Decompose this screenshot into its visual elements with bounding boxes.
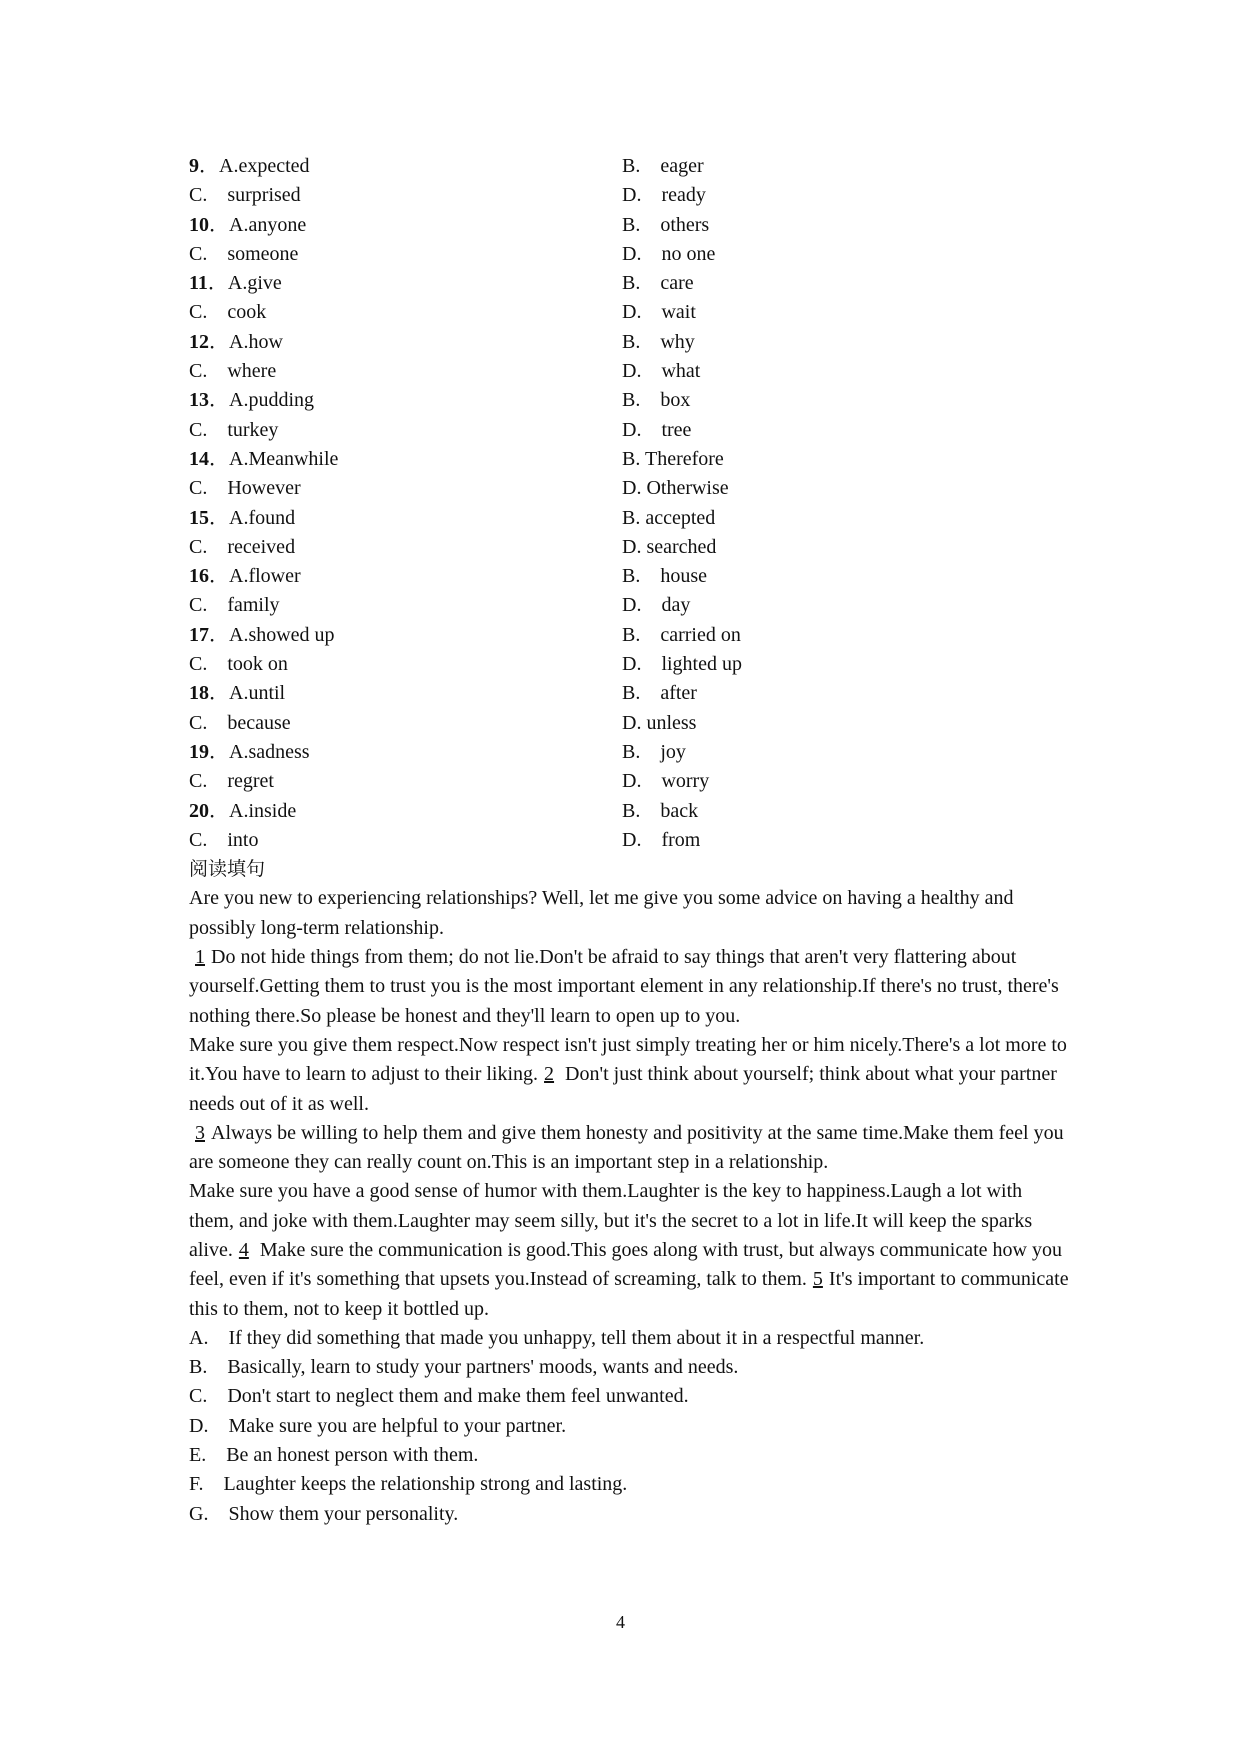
question-sep: ． — [209, 213, 229, 236]
option-a — [189, 152, 622, 181]
cloze-row — [189, 328, 1069, 357]
question-sep: ． — [209, 799, 229, 822]
question-sep: ． — [199, 155, 219, 177]
cloze-row — [189, 826, 1069, 855]
option-a-text: A.give — [227, 272, 282, 295]
question-number: 9 — [189, 155, 199, 177]
sentence-options-list — [189, 1324, 1069, 1529]
option-b: B. carried on — [622, 623, 741, 646]
paragraph-3-text-a: Make sure you give them respect.Now respect isn't just simply treating her or him nicely.There's a lot more to it.You have to learn to adjust to their liking. — [189, 1033, 1067, 1086]
question-sep: ． — [207, 272, 228, 295]
option-c: C. surprised — [189, 184, 301, 207]
paragraph-5-text-b: Make sure the communication is good.This goes along with trust, but always communicate how you feel, even if it's something that upsets you.Instead of screaming, talk to them. — [189, 1238, 1062, 1291]
option-b: B. accepted — [622, 506, 716, 529]
question-number: 11 — [189, 272, 208, 295]
option-b: B. box — [622, 389, 691, 412]
option-d: D. Otherwise — [622, 477, 729, 500]
question-number: 20 — [189, 799, 209, 822]
option-a-text: A.Meanwhile — [229, 447, 339, 470]
question-sep: ． — [209, 682, 229, 705]
passage-paragraph-4 — [189, 1119, 1069, 1178]
option-a — [189, 269, 622, 298]
cloze-row — [189, 650, 1069, 679]
option-a-text: A.pudding — [229, 389, 314, 412]
option-b: B. joy — [622, 740, 686, 763]
question-sep: ． — [209, 330, 229, 353]
cloze-row — [189, 679, 1069, 708]
option-c: C. into — [189, 828, 259, 851]
passage-paragraph-5 — [189, 1177, 1069, 1323]
question-number: 10 — [189, 213, 209, 236]
sentence-option: C. Don't start to neglect them and make them feel unwanted. — [189, 1385, 689, 1408]
sentence-option: B. Basically, learn to study your partners' moods, wants and needs. — [189, 1356, 739, 1379]
question-number: 12 — [189, 330, 209, 353]
option-a-text: A.showed up — [229, 623, 335, 646]
cloze-row — [189, 211, 1069, 240]
cloze-row — [189, 298, 1069, 327]
option-a-text: A.until — [229, 682, 286, 705]
cloze-row — [189, 181, 1069, 210]
option-b: B. care — [622, 272, 694, 295]
question-number: 18 — [189, 682, 209, 705]
cloze-row — [189, 269, 1069, 298]
question-number: 17 — [189, 623, 209, 646]
option-d: D. tree — [622, 418, 692, 441]
option-a — [189, 445, 622, 474]
cloze-row — [189, 152, 1069, 181]
cloze-row — [189, 445, 1069, 474]
option-d: D. no one — [622, 242, 716, 265]
page-content — [189, 152, 1069, 1529]
cloze-row — [189, 533, 1069, 562]
question-sep: ． — [209, 506, 229, 529]
cloze-row — [189, 767, 1069, 796]
option-b: B. eager — [622, 155, 704, 177]
option-b: B. house — [622, 565, 707, 588]
section-heading: 阅读填句 — [189, 858, 266, 881]
page-number: 4 — [616, 1612, 625, 1632]
option-c: C. took on — [189, 653, 288, 676]
option-d: D. what — [622, 360, 701, 383]
cloze-row — [189, 621, 1069, 650]
blank-1: 1 — [195, 946, 205, 969]
option-a-text: A.anyone — [229, 213, 307, 236]
cloze-row — [189, 416, 1069, 445]
cloze-row — [189, 562, 1069, 591]
cloze-row — [189, 504, 1069, 533]
option-a — [189, 621, 622, 650]
cloze-row — [189, 240, 1069, 269]
option-b: B. back — [622, 799, 699, 822]
reading-passage — [189, 884, 1069, 1323]
option-b: B. why — [622, 330, 695, 353]
option-b: B. Therefore — [622, 447, 724, 470]
question-sep: ． — [209, 389, 229, 412]
option-d: D. wait — [622, 301, 696, 324]
option-d: D. worry — [622, 770, 710, 793]
option-d: D. from — [622, 828, 701, 851]
sentence-option: A. If they did something that made you unhappy, tell them about it in a respectful manner. — [189, 1326, 925, 1349]
cloze-row — [189, 357, 1069, 386]
sentence-option: E. Be an honest person with them. — [189, 1444, 479, 1467]
cloze-options-list — [189, 152, 1069, 855]
option-a-text: A.how — [229, 330, 283, 353]
blank-3: 3 — [195, 1121, 205, 1144]
cloze-row — [189, 738, 1069, 767]
option-c: C. family — [189, 594, 280, 617]
blank-5: 5 — [812, 1268, 823, 1291]
question-number: 15 — [189, 506, 209, 529]
paragraph-4-text: Always be willing to help them and give them honesty and positivity at the same time.Make them feel you are someone they can really count on.This is an important step in a relationship. — [189, 1121, 1064, 1174]
cloze-row — [189, 591, 1069, 620]
option-a — [189, 679, 622, 708]
sentence-option: G. Show them your personality. — [189, 1502, 459, 1525]
passage-paragraph-3 — [189, 1031, 1069, 1119]
blank-2: 2 — [544, 1063, 555, 1086]
option-a-text: A.sadness — [229, 740, 310, 763]
option-b: B. after — [622, 682, 697, 705]
option-a — [189, 797, 622, 826]
option-d: D. unless — [622, 711, 697, 734]
cloze-row — [189, 797, 1069, 826]
option-c: C. someone — [189, 242, 299, 265]
option-a — [189, 504, 622, 533]
paragraph-5-text-a: Make sure you have a good sense of humor with them.Laughter is the key to happiness.Laugh a lot with them, and joke with them.Laughter may seem silly, but it's the secret to a lot in life.It will keep the sparks alive. — [189, 1180, 1033, 1261]
paragraph-2-text: Do not hide things from them; do not lie.Don't be afraid to say things that aren't very flattering about yourself.Getting them to trust you is the most important element in any relationship.If there's no trust, there's nothing there.So please be honest and they'll learn to open up to you. — [189, 946, 1059, 1027]
paragraph-3-text-b: Don't just think about yourself; think about what your partner needs out of it as well. — [189, 1063, 1057, 1115]
option-d: D. searched — [622, 535, 717, 558]
sentence-option: D. Make sure you are helpful to your partner. — [189, 1414, 567, 1437]
option-c: C. However — [189, 477, 301, 500]
option-d: D. lighted up — [622, 653, 742, 676]
option-c: C. turkey — [189, 418, 279, 441]
option-b: B. others — [622, 213, 710, 236]
cloze-row — [189, 474, 1069, 503]
option-c: C. where — [189, 360, 277, 383]
question-number: 19 — [189, 740, 209, 763]
option-d: D. day — [622, 594, 691, 617]
cloze-row — [189, 709, 1069, 738]
sentence-option: F. Laughter keeps the relationship strong and lasting. — [189, 1473, 628, 1496]
option-a-text: A.flower — [229, 565, 301, 588]
option-a-text: A.inside — [229, 799, 297, 822]
question-number: 14 — [189, 447, 209, 470]
option-a — [189, 328, 622, 357]
passage-paragraph-1: Are you new to experiencing relationships? Well, let me give you some advice on having a healthy and possibly long-term relationship. — [189, 887, 1014, 939]
option-a — [189, 562, 622, 591]
question-sep: ． — [209, 740, 229, 763]
option-c: C. regret — [189, 770, 274, 793]
cloze-row — [189, 386, 1069, 415]
option-a — [189, 211, 622, 240]
option-a — [189, 738, 622, 767]
option-c: C. cook — [189, 301, 267, 324]
paragraph-5-text-c: It's important to communicate this to them, not to keep it bottled up. — [189, 1268, 1069, 1320]
question-sep: ． — [209, 623, 229, 646]
option-c: C. because — [189, 711, 291, 734]
question-number: 13 — [189, 389, 209, 412]
question-number: 16 — [189, 565, 209, 588]
option-a-text: A.expected — [219, 155, 310, 177]
question-sep: ． — [209, 447, 229, 470]
option-a-text: A.found — [229, 506, 296, 529]
option-d: D. ready — [622, 184, 706, 207]
question-sep: ． — [209, 565, 229, 588]
option-c: C. received — [189, 535, 296, 558]
option-a — [189, 386, 622, 415]
passage-paragraph-2 — [189, 943, 1069, 1031]
blank-4: 4 — [238, 1238, 249, 1261]
